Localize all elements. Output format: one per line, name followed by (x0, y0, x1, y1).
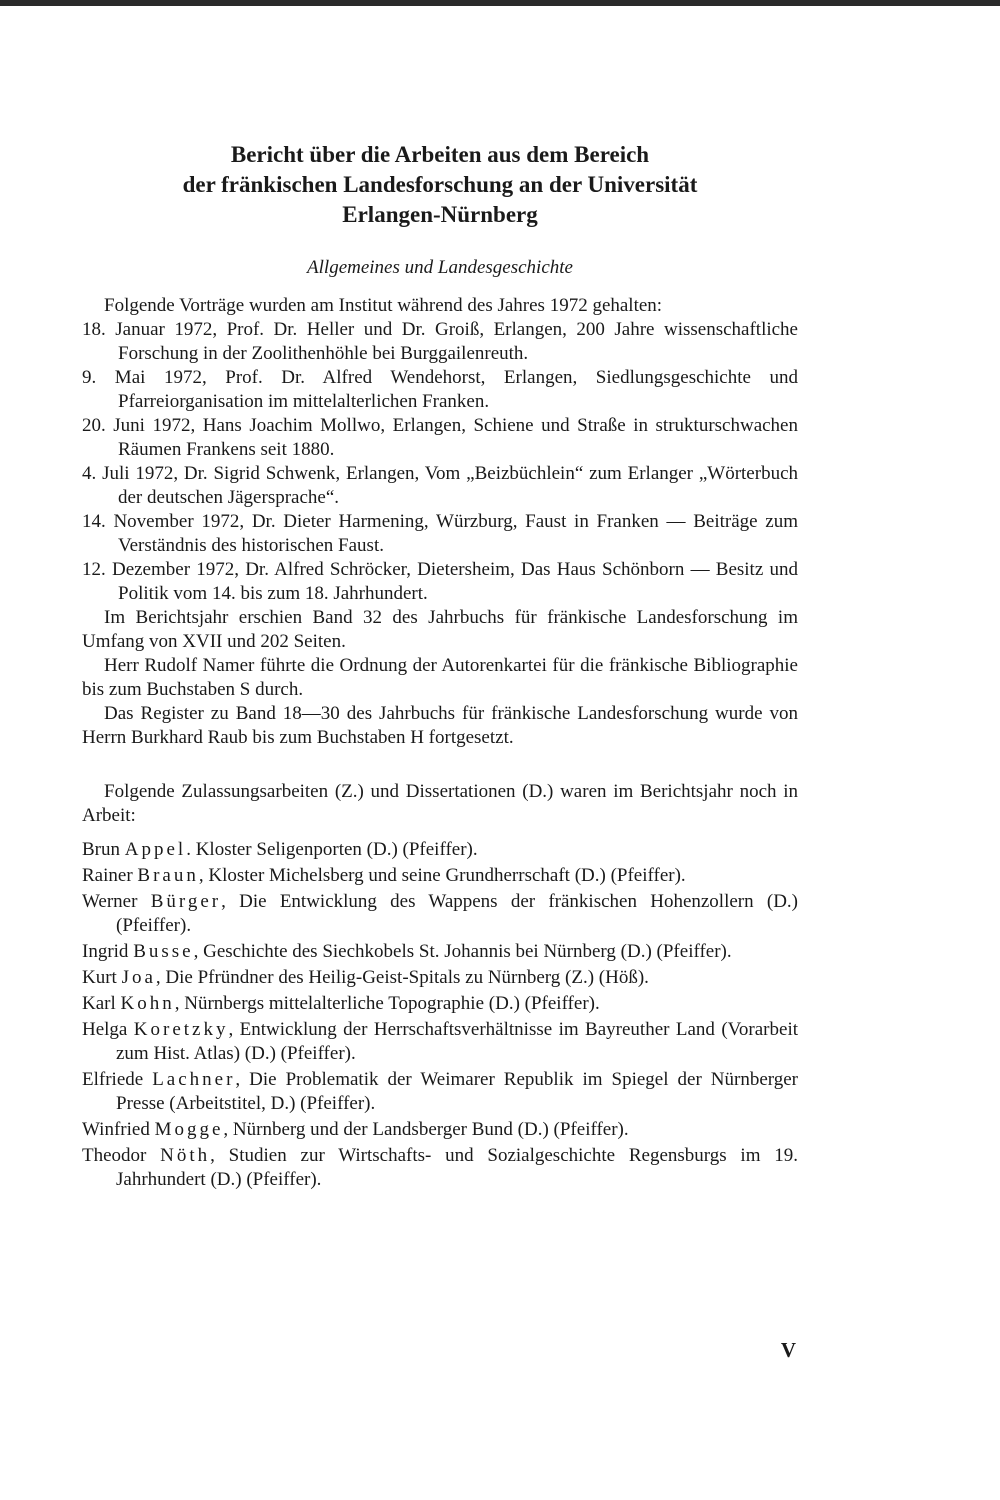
author-last-name: Joa (121, 967, 156, 988)
work-item (82, 1068, 798, 1116)
work-item (82, 890, 798, 938)
author-last-name: Koretzky (133, 1019, 229, 1040)
lecture-list (82, 318, 798, 606)
work-item (82, 940, 798, 964)
register-paragraph: Das Register zu Band 18—30 des Jahrbuchs für fränkische Landesforschung wurde von Herrn Burkhard Raub bis zum Buchstaben H fortgesetzt. (82, 703, 798, 748)
yearbook-paragraph: Im Berichtsjahr erschien Band 32 des Jahrbuchs für fränkische Landesforschung im Umfang von XVII und 202 Seiten. (82, 607, 798, 652)
author-first-name: Rainer (82, 865, 133, 886)
works-intro-paragraph: Folgende Zulassungsarbeiten (Z.) und Dissertationen (D.) waren im Berichtsjahr noch in Arbeit: (82, 781, 798, 826)
works-list (82, 838, 798, 1192)
work-title: , Nürnbergs mittelalterliche Topographie (D.) (Pfeiffer). (174, 993, 600, 1014)
page-number: V (780, 1338, 796, 1362)
work-item (82, 1018, 798, 1066)
lecture-item: 18. Januar 1972, Prof. Dr. Heller und Dr. Groiß, Erlangen, 200 Jahre wissenschaftliche Forschung in der Zoolithenhöhle bei Burggailenreuth. (82, 319, 798, 364)
lecture-item: 12. Dezember 1972, Dr. Alfred Schröcker, Dietersheim, Das Haus Schönborn — Besitz und Politik vom 14. bis zum 18. Jahrhundert. (82, 559, 798, 604)
author-last-name: Nöth (160, 1145, 211, 1166)
title-line: Bericht über die Arbeiten aus dem Bereich (230, 142, 650, 167)
author-first-name: Elfriede (82, 1069, 144, 1090)
lecture-item: 14. November 1972, Dr. Dieter Harmening, Würzburg, Faust in Franken — Beiträge zum Verständnis des historischen Faust. (82, 511, 798, 556)
author-first-name: Ingrid (82, 941, 129, 962)
top-border-rule (0, 0, 1000, 6)
lecture-item: 4. Juli 1972, Dr. Sigrid Schwenk, Erlangen, Vom „Beizbüchlein“ zum Erlanger „Wörterbuch der deutschen Jägersprache“. (82, 463, 798, 508)
author-last-name: Busse (133, 941, 194, 962)
author-first-name: Helga (82, 1019, 128, 1040)
work-title: , Die Entwicklung des Wappens der fränkischen Hohenzollern (D.) (Pfeiffer). (116, 891, 799, 936)
author-last-name: Mogge (154, 1119, 224, 1140)
lecture-item: 20. Juni 1972, Hans Joachim Mollwo, Erlangen, Schiene und Straße in strukturschwachen Räumen Frankens seit 1880. (82, 415, 798, 460)
section-heading: Allgemeines und Landesgeschichte (307, 257, 573, 278)
work-item (82, 966, 798, 990)
work-item (82, 864, 798, 888)
title-line: Erlangen-Nürnberg (342, 202, 538, 227)
work-title: , Die Pfründner des Heilig-Geist-Spitals zu Nürnberg (Z.) (Höß). (155, 967, 649, 988)
bibliography-paragraph: Herr Rudolf Namer führte die Ordnung der Autorenkartei für die fränkische Bibliographie bis zum Buchstaben S durch. (82, 655, 798, 700)
title-line: der fränkischen Landesforschung an der Universität (182, 172, 698, 197)
work-item (82, 992, 798, 1016)
author-first-name: Werner (82, 891, 138, 912)
page-title (82, 140, 798, 230)
author-first-name: Theodor (82, 1145, 147, 1166)
author-last-name: Braun (137, 865, 199, 886)
work-item (82, 1144, 798, 1192)
lecture-item: 9. Mai 1972, Prof. Dr. Alfred Wendehorst, Erlangen, Siedlungsgeschichte und Pfarreiorganisation im mittelalterlichen Franken. (82, 367, 798, 412)
author-first-name: Winfried (82, 1119, 150, 1140)
author-first-name: Kurt (82, 967, 117, 988)
author-last-name: Lachner (152, 1069, 236, 1090)
work-item (82, 1118, 798, 1142)
author-last-name: Appel (124, 839, 187, 860)
work-title: . Kloster Seligenporten (D.) (Pfeiffer). (186, 839, 478, 860)
work-title: , Kloster Michelsberg und seine Grundherrschaft (D.) (Pfeiffer). (198, 865, 686, 886)
work-title: , Studien zur Wirtschafts- und Sozialgeschichte Regensburgs im 19. Jahrhundert (D.) (Pfeiffer). (116, 1145, 798, 1190)
work-title: , Nürnberg und der Landsberger Bund (D.) (Pfeiffer). (223, 1119, 629, 1140)
intro-paragraph: Folgende Vorträge wurden am Institut während des Jahres 1972 gehalten: (104, 295, 663, 316)
work-title: , Geschichte des Siechkobels St. Johannis bei Nürnberg (D.) (Pfeiffer). (193, 941, 732, 962)
author-first-name: Karl (82, 993, 116, 1014)
page-body (82, 140, 798, 1194)
work-title: , Entwicklung der Herrschaftsverhältnisse im Bayreuther Land (Vorarbeit zum Hist. Atlas) (D.) (Pfeiffer). (116, 1019, 799, 1064)
author-first-name: Brun (82, 839, 120, 860)
author-last-name: Kohn (120, 993, 175, 1014)
work-title: , Die Problematik der Weimarer Republik im Spiegel der Nürnberger Presse (Arbeitstitel, D.) (Pfeiffer). (116, 1069, 798, 1114)
author-last-name: Bürger (150, 891, 222, 912)
work-item (82, 838, 798, 862)
